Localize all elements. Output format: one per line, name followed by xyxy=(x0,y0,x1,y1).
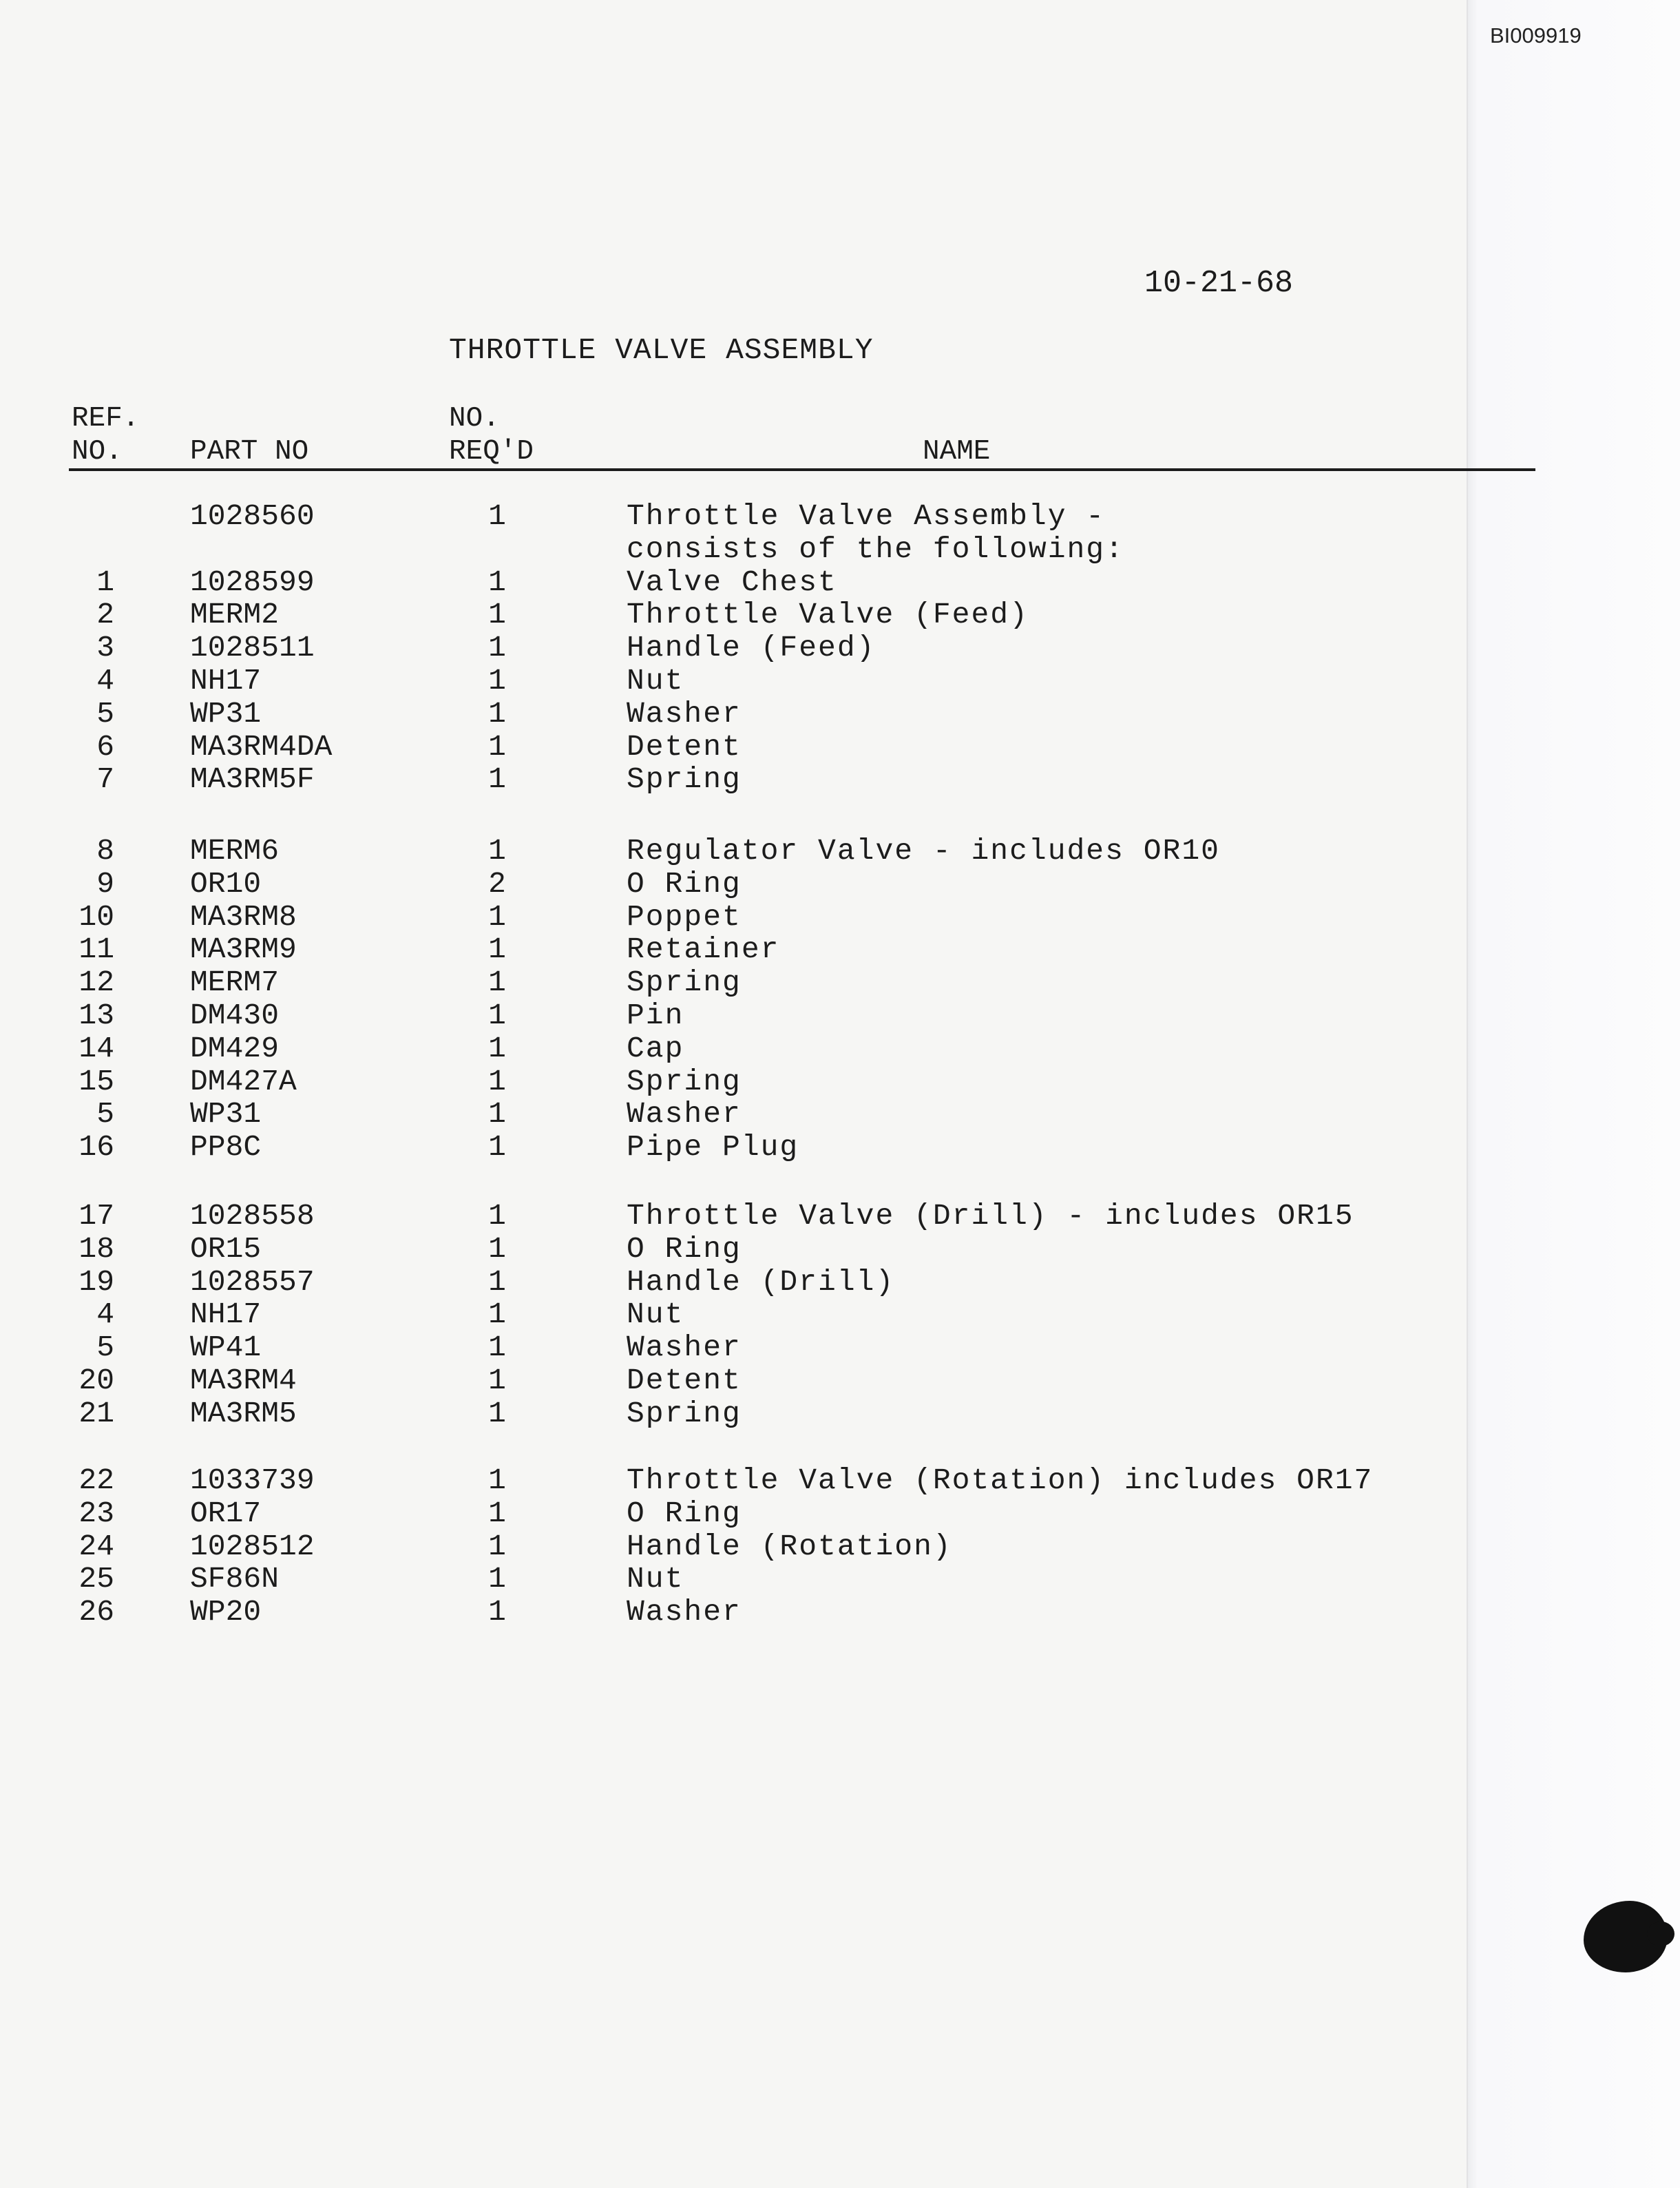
document-title: THROTTLE VALVE ASSEMBLY xyxy=(449,333,874,367)
part-no-cell: DM430 xyxy=(190,999,280,1032)
name-cell: Throttle Valve (Drill) - includes OR15 xyxy=(627,1199,1354,1233)
name-cell: Spring xyxy=(627,966,742,1000)
part-no-cell: MA3RM9 xyxy=(190,932,297,967)
table-row xyxy=(0,500,1467,533)
part-no-cell: 1033739 xyxy=(190,1463,315,1497)
table-row xyxy=(0,1131,1467,1164)
name-cell: O Ring xyxy=(627,1496,742,1530)
table-row xyxy=(0,698,1467,731)
part-no-cell: WP41 xyxy=(190,1331,262,1365)
header-no-reqd-text: NO. REQ'D xyxy=(449,403,534,468)
qty-cell: 1 xyxy=(488,834,506,868)
name-cell: Nut xyxy=(627,1298,684,1332)
ref-no-cell: 7 xyxy=(96,762,114,797)
name-cell: Cap xyxy=(627,1031,684,1065)
ref-no-cell: 22 xyxy=(78,1463,114,1497)
table-row xyxy=(0,1266,1467,1299)
qty-cell: 1 xyxy=(488,1364,506,1397)
qty-cell: 1 xyxy=(488,598,506,632)
name-cell: Washer xyxy=(627,1097,742,1132)
table-row xyxy=(0,598,1467,632)
part-no-cell: NH17 xyxy=(190,1298,262,1332)
name-cell: Regulator Valve - includes OR10 xyxy=(627,834,1220,868)
qty-cell: 1 xyxy=(488,1231,506,1266)
header-rule xyxy=(69,468,1535,471)
qty-cell: 1 xyxy=(488,1199,506,1233)
part-no-cell: MA3RM5F xyxy=(190,762,315,797)
ref-no-cell: 4 xyxy=(96,664,114,698)
qty-cell: 1 xyxy=(488,1031,506,1065)
ref-no-cell: 26 xyxy=(78,1595,114,1629)
qty-cell: 1 xyxy=(488,1064,506,1098)
table-row xyxy=(0,1331,1467,1364)
part-no-cell: OR15 xyxy=(190,1231,262,1266)
ref-no-cell: 21 xyxy=(78,1396,114,1430)
name-cell: O Ring xyxy=(627,866,742,901)
qty-cell: 1 xyxy=(488,1097,506,1132)
table-row xyxy=(0,1233,1467,1266)
name-cell: Nut xyxy=(627,664,684,698)
name-cell: Pipe Plug xyxy=(627,1130,799,1165)
qty-cell: 1 xyxy=(488,565,506,599)
header-ref-no-text: REF. NO. xyxy=(72,403,140,468)
part-no-cell: WP31 xyxy=(190,1097,262,1132)
page-fold-shadow xyxy=(1467,0,1680,2188)
qty-cell: 1 xyxy=(488,999,506,1032)
part-no-cell: 1028599 xyxy=(190,565,315,599)
ref-no-cell: 6 xyxy=(96,729,114,764)
qty-cell: 1 xyxy=(488,966,506,1000)
part-no-cell: SF86N xyxy=(190,1562,280,1596)
header-no-reqd xyxy=(449,402,534,468)
qty-cell: 1 xyxy=(488,1298,506,1332)
name-cell: Throttle Valve (Feed) xyxy=(627,598,1029,632)
header-part-no: PART NO xyxy=(190,436,309,468)
ref-no-cell: 17 xyxy=(78,1199,114,1233)
ref-no-cell: 2 xyxy=(96,598,114,632)
qty-cell: 1 xyxy=(488,1463,506,1497)
qty-cell: 1 xyxy=(488,696,506,731)
part-no-cell: MERM2 xyxy=(190,598,280,632)
name-cell: Throttle Valve Assembly - xyxy=(627,499,1106,533)
name-cell: Nut xyxy=(627,1562,684,1596)
qty-cell: 1 xyxy=(488,729,506,764)
qty-cell: 1 xyxy=(488,762,506,797)
ref-no-cell: 3 xyxy=(96,631,114,665)
qty-cell: 1 xyxy=(488,499,506,533)
part-no-cell: MERM6 xyxy=(190,834,280,868)
part-no-cell: WP31 xyxy=(190,696,262,731)
qty-cell: 2 xyxy=(488,866,506,901)
qty-cell: 1 xyxy=(488,1562,506,1596)
ref-no-cell: 24 xyxy=(78,1529,114,1563)
table-row xyxy=(0,763,1467,796)
name-cell: Detent xyxy=(627,729,742,764)
table-row xyxy=(0,566,1467,599)
table-row xyxy=(0,1563,1467,1596)
table-row xyxy=(0,1397,1467,1430)
table-row xyxy=(0,1464,1467,1497)
ref-no-cell: 1 xyxy=(96,565,114,599)
document-date: 10-21-68 xyxy=(1144,266,1294,301)
name-cell: Retainer xyxy=(627,932,780,967)
qty-cell: 1 xyxy=(488,1396,506,1430)
ref-no-cell: 16 xyxy=(78,1130,114,1165)
qty-cell: 1 xyxy=(488,1264,506,1299)
part-no-cell: MA3RM5 xyxy=(190,1396,297,1430)
qty-cell: 1 xyxy=(488,1595,506,1629)
table-row xyxy=(0,632,1467,665)
part-no-cell: 1028560 xyxy=(190,499,315,533)
qty-cell: 1 xyxy=(488,664,506,698)
table-row xyxy=(0,933,1467,966)
table-row xyxy=(0,1032,1467,1065)
table-row xyxy=(0,1200,1467,1233)
ref-no-cell: 23 xyxy=(78,1496,114,1530)
ref-no-cell: 19 xyxy=(78,1264,114,1299)
name-cell: Washer xyxy=(627,1331,742,1365)
table-row xyxy=(0,665,1467,698)
ref-no-cell: 11 xyxy=(78,932,114,967)
ref-no-cell: 13 xyxy=(78,999,114,1032)
part-no-cell: OR17 xyxy=(190,1496,262,1530)
name-cell: Handle (Drill) xyxy=(627,1264,895,1299)
ref-no-cell: 15 xyxy=(78,1064,114,1098)
part-no-cell: DM427A xyxy=(190,1064,297,1098)
part-no-cell: 1028558 xyxy=(190,1199,315,1233)
ref-no-cell: 14 xyxy=(78,1031,114,1065)
name-cell: Spring xyxy=(627,1396,742,1430)
part-no-cell: MA3RM8 xyxy=(190,899,297,934)
part-no-cell: OR10 xyxy=(190,866,262,901)
ref-no-cell: 10 xyxy=(78,899,114,934)
part-no-cell: DM429 xyxy=(190,1031,280,1065)
part-no-cell: 1028557 xyxy=(190,1264,315,1299)
table-row xyxy=(0,1065,1467,1098)
table-row xyxy=(0,1596,1467,1629)
name-cell: Poppet xyxy=(627,899,742,934)
table-row xyxy=(0,901,1467,934)
table-row xyxy=(0,533,1467,566)
table-row xyxy=(0,1364,1467,1397)
part-no-cell: MERM7 xyxy=(190,966,280,1000)
part-no-cell: WP20 xyxy=(190,1595,262,1629)
ref-no-cell: 25 xyxy=(78,1562,114,1596)
table-row xyxy=(0,966,1467,999)
table-row xyxy=(0,1298,1467,1331)
table-row xyxy=(0,1497,1467,1530)
part-no-cell: MA3RM4DA xyxy=(190,729,333,764)
qty-cell: 1 xyxy=(488,932,506,967)
name-cell: O Ring xyxy=(627,1231,742,1266)
ref-no-cell: 12 xyxy=(78,966,114,1000)
ref-no-cell: 5 xyxy=(96,1331,114,1365)
part-no-cell: PP8C xyxy=(190,1130,262,1165)
part-no-cell: 1028511 xyxy=(190,631,315,665)
name-cell: Washer xyxy=(627,696,742,731)
table-row xyxy=(0,835,1467,868)
ref-no-cell: 8 xyxy=(96,834,114,868)
ref-no-cell: 20 xyxy=(78,1364,114,1397)
table-row xyxy=(0,1098,1467,1131)
part-no-cell: MA3RM4 xyxy=(190,1364,297,1397)
ref-no-cell: 4 xyxy=(96,1298,114,1332)
qty-cell: 1 xyxy=(488,899,506,934)
part-no-cell: NH17 xyxy=(190,664,262,698)
qty-cell: 1 xyxy=(488,1529,506,1563)
name-cell: Throttle Valve (Rotation) includes OR17 xyxy=(627,1463,1374,1497)
header-name: NAME xyxy=(923,436,991,468)
name-cell: Detent xyxy=(627,1364,742,1397)
qty-cell: 1 xyxy=(488,1331,506,1365)
ref-no-cell: 5 xyxy=(96,1097,114,1132)
ref-no-cell: 5 xyxy=(96,696,114,731)
table-row xyxy=(0,999,1467,1032)
name-cell: Handle (Rotation) xyxy=(627,1529,952,1563)
name-cell: Valve Chest xyxy=(627,565,837,599)
qty-cell: 1 xyxy=(488,1496,506,1530)
name-cell: Washer xyxy=(627,1595,742,1629)
name-cell: Pin xyxy=(627,999,684,1032)
ref-no-cell: 18 xyxy=(78,1231,114,1266)
table-row xyxy=(0,731,1467,764)
table-row xyxy=(0,1530,1467,1563)
name-cell: Spring xyxy=(627,762,742,797)
name-cell: Handle (Feed) xyxy=(627,631,876,665)
qty-cell: 1 xyxy=(488,1130,506,1165)
qty-cell: 1 xyxy=(488,631,506,665)
name-cell: Spring xyxy=(627,1064,742,1098)
name-cell: consists of the following: xyxy=(627,532,1124,566)
ref-no-cell: 9 xyxy=(96,866,114,901)
table-row xyxy=(0,868,1467,901)
part-no-cell: 1028512 xyxy=(190,1529,315,1563)
document-id: BI009919 xyxy=(1490,23,1582,48)
header-ref-no xyxy=(72,402,139,468)
